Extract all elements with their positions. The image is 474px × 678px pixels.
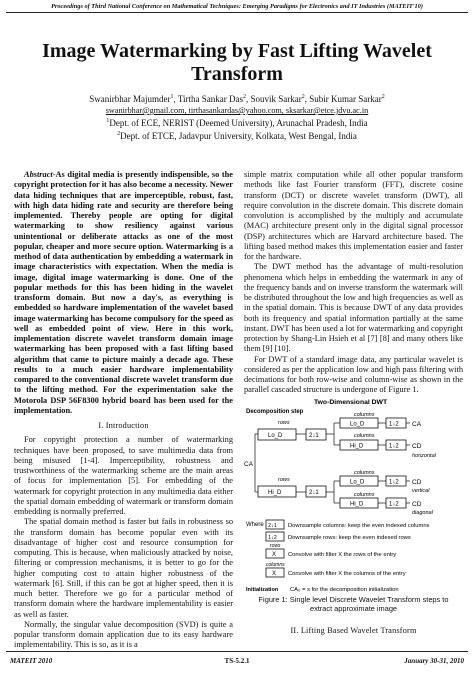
downsample-row-text: 1↓2 xyxy=(389,443,399,449)
rows-label: rows xyxy=(278,419,290,426)
author-sup: 2 xyxy=(381,94,385,100)
conference-header: Proceedings of Third National Conference on Mathematical Techniques: Emerging Paradigms for Electronics and IT Industries (MATEIT'10) xyxy=(51,3,423,10)
columns-label: columns xyxy=(354,469,375,476)
dwt-diagram-svg xyxy=(244,396,463,606)
output-cd-v: CD xyxy=(412,478,422,486)
section-heading-lifting: II. Lifting Based Wavelet Transform xyxy=(290,625,417,635)
author-name: Subir Kumar Sarkar xyxy=(309,94,382,104)
affil-text: Dept. of ECE, NERIST (Deemed University), Arunachal Pradesh, India xyxy=(109,118,368,128)
columns-label: columns xyxy=(354,491,375,498)
author-name: Swanirbhar Majumder xyxy=(89,94,171,104)
affil-sup: 2 xyxy=(117,131,121,137)
affiliation-1 xyxy=(20,116,454,129)
footer-center: TS-5.2.1 xyxy=(224,657,250,665)
affil-text: Dept. of ETCE, Jadavpur University, Kolkata, West Bengal, India xyxy=(120,131,357,141)
legend-columns-label: columns xyxy=(266,561,285,568)
output-label-diagonal: diagonal xyxy=(412,509,433,516)
left-column xyxy=(14,170,233,651)
legend-downsample-col-text: Downsample columns: keep the even indexed columns xyxy=(288,522,430,529)
right-paragraph-1: simple matrix computation while all other popular transform methods like fast Fourier transform (FFT), discrete cosine transform (DCT) or discrete wavelet transform (DWT), all require convolution in the discrete domain. This discrete domain convolution is accomplished by the multiply and accumulate (MAC) architecture present only in the digital signal processor (DSP) architectures which are Harvard architecture based. The lifting based method makes this implementation easier and faster for the hardware. xyxy=(244,170,463,261)
abstract xyxy=(14,170,233,416)
where-label: Where xyxy=(246,521,264,528)
abstract-label: Abstract- xyxy=(24,170,56,179)
intro-paragraph-2: The spatial domain method is faster but fails in robustness so the transform domain has become popular even with its disadvantage of higher cost and resource consumption for computing. This is because, when maliciously attacked by noise, filtering or compression mechanisms, it is better to go for the higher computing cost to attain higher robustness of the watermark [6]. Still, if this can be got at higher speed, then it is much better. Therefore we go for a particular method of transform domain where the hardware implementability is easier as well as faster. xyxy=(14,517,233,619)
right-paragraph-2: The DWT method has the advantage of multi-resolution phenomena which helps in embedding the watermark in any of the frequency bands and on inverse transform the watermark will be distributed throughout the low and high frequencies as well as in the spatial domain. This is because DWT of any data provides both its frequency and spatial information partially at the same instant. DWT has been used a lot for watermarking and copyright protection by Shang-Lin Hsieh et al [7] [8] and many others like them [9] [10]. xyxy=(244,262,463,354)
section-heading-introduction: I. Introduction xyxy=(98,421,149,430)
paper-title: Image Watermarking by Fast Lifting Wavelet Transform xyxy=(42,40,432,85)
figure-1-dwt-diagram xyxy=(244,396,463,624)
legend-downsample-row-sym: 1↓2 xyxy=(268,534,277,541)
lo-d-col-text: Lo_D xyxy=(350,479,365,485)
hi-d-col-text: Hi_D xyxy=(350,501,364,507)
legend-row-filter-text: Convolve with filter X the rows of the entry xyxy=(288,551,397,558)
author-block xyxy=(20,92,454,142)
downsample-row-text: 1↓2 xyxy=(389,421,399,427)
output-ca: CA xyxy=(412,420,422,428)
downsample-row-text: 1↓2 xyxy=(389,501,399,507)
intro-paragraph-3: Normally, the singular value decomposition (SVD) is quite a popular transform domain application due to its easy hardware implementability. This is so, as it is a xyxy=(14,619,233,650)
rows-label: rows xyxy=(278,476,290,483)
hi-d-col-text: Hi_D xyxy=(350,443,364,449)
author-sup: 1 xyxy=(170,94,174,100)
decomposition-label: Decomposition step xyxy=(246,408,304,415)
hi-d-row-text: Hi_D xyxy=(268,489,282,496)
footer-right: January 30-31, 2010 xyxy=(404,657,464,665)
input-ca: CA xyxy=(244,460,254,468)
intro-paragraph-1: For copyright protection a number of watermarking techniques have been proposed, to save multimedia data from being misused [1-4]. Imperceptibility, robustness and trustworthiness of the watermarking scheme are the main areas of focus for implementation [5]. For embedding of the watermark for copyright protection in any multimedia data either the spatial domain embedding of watermark or transform domain embedding is normally preferred. xyxy=(14,435,233,516)
columns-label: columns xyxy=(354,411,375,418)
author-name: Tirtha Sankar Das xyxy=(177,94,243,104)
right-paragraph-3: For DWT of a standard image data, any particular wavelet is considered as per the application low and high pass filtering with decimations for both row-wise and column-wise as shown in the parallel cascaded structure is undergone of Figure 1. xyxy=(244,354,463,395)
lo-d-col-text: Lo_D xyxy=(350,421,365,427)
legend-downsample-row-text: Downsample rows: keep the even indexed rows xyxy=(288,534,411,541)
author-sup: 2 xyxy=(301,94,305,100)
affil-sup: 1 xyxy=(106,118,110,124)
init-label: Initialization xyxy=(246,586,279,593)
right-column xyxy=(244,170,463,640)
author-emails[interactable]: swanirbhar@gmail.com, tirthasankardas@yahoo.com, sksarkar@etce.jdvu.ac.in xyxy=(105,106,369,115)
affiliation-2 xyxy=(20,129,454,142)
footer-left: MATEIT 2010 xyxy=(10,657,53,665)
legend-col-filter-text: Convolve with filter X the columns of the entry xyxy=(288,570,406,577)
author-name: Souvik Sarkar xyxy=(250,94,302,104)
figure-caption: Figure 1: Single level Discrete Wavelet Transform steps to extract approximate image xyxy=(258,594,449,613)
footer-rule xyxy=(6,651,468,652)
lo-d-row-text: Lo_D xyxy=(268,432,283,439)
output-cd-h: CD xyxy=(412,442,422,450)
init-text: CA₀ = s for the decomposition initialization xyxy=(290,586,399,593)
output-label-horizontal: horizontal xyxy=(412,452,436,459)
legend-downsample-col-sym: 2↓1 xyxy=(268,522,277,529)
legend-col-filter-sym: X xyxy=(272,570,277,577)
output-cd-d: CD xyxy=(412,500,422,508)
legend-rows-label: rows xyxy=(270,542,281,549)
downsample-col-text: 2↓1 xyxy=(309,432,319,439)
abstract-text: As digital media is presently indispensible, so the copyright protection for it has also become a necessity. Newer data hiding techniques that are imperceptible, robust, fast, with high data hiding rate and security are therefore being implemented. Thereby people are opting for digital watermarking to show resiliency against various unintentional or deliberate attacks as one of the most popular, cheaper and more secure option. Watermarking is a method of data authentication by embedding a watermark in image characteristics with expectation. When the media is image, digital image watermarking is done. One of the popular methods for this has been hiding in the wavelet transform domain. But now a day's, as everything is embedded so hardware implementation of the wavelet based image watermarking has become compulsory for the speed as well as embedded point of view. Here in this work, implementation discrete wavelet transform domain image watermarking has been proposed with a fast lifting based algorithm that came to picture mainly a decade ago. These results to a much easier hardware implementability compared to the conventional discrete wavelet transform due to the lifting method. For the experimentation sake the Motorola DSP 56F8300 hybrid board has been used for the implementation. xyxy=(14,170,233,415)
column-stage xyxy=(334,412,437,516)
diagram-title: Two-Dimensional DWT xyxy=(314,398,388,406)
legend-row-filter-sym: X xyxy=(272,551,277,558)
author-names: Swanirbhar Majumder$^1$, Tirtha Sankar Das$^2$, Souvik Sarkar$^2$, Subir Kumar Sarkar$^2$ xyxy=(89,94,385,104)
downsample-row-text: 1↓2 xyxy=(389,479,399,485)
columns-label: columns xyxy=(354,432,375,439)
author-sup: 2 xyxy=(243,94,246,100)
header-rule xyxy=(6,12,468,13)
output-label-vertical: vertical xyxy=(412,487,430,494)
downsample-col-text: 2↓1 xyxy=(309,489,319,496)
